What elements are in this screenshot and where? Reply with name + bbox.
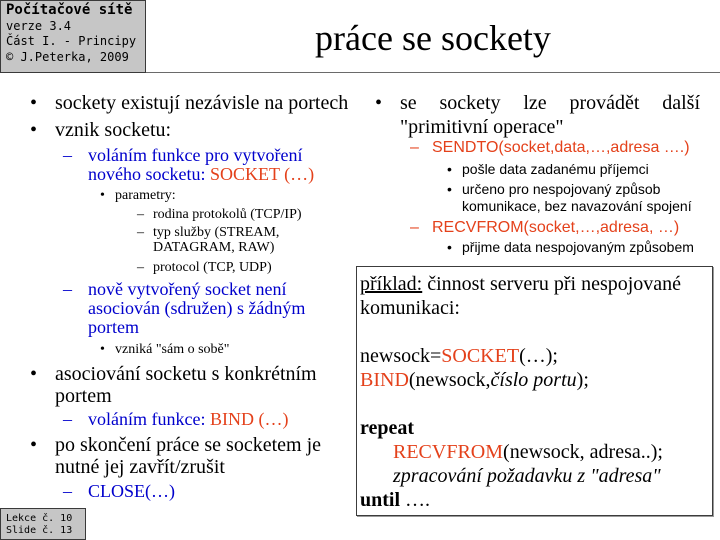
code-args: (…); — [519, 345, 558, 367]
slide-title: práce se sockety — [315, 18, 551, 58]
list-item-text: sockety existují nezávisle na portech — [55, 92, 349, 114]
course-name: Počítačové sítě — [6, 2, 133, 18]
code-args: (newsock, — [408, 369, 491, 391]
list-item-sendto — [410, 138, 690, 157]
code-line-recvfrom — [360, 440, 706, 464]
dash-icon — [410, 218, 419, 237]
list-item-service-type — [137, 225, 303, 255]
list-item-recvfrom-description — [447, 239, 694, 256]
list-item-text: asociování socketu s konkrétním portem — [55, 363, 317, 407]
bullet-icon — [447, 161, 452, 178]
course-author: © J.Peterka, 2009 — [6, 49, 129, 64]
course-part: Část I. - Principy — [6, 34, 137, 48]
example-heading-text: činnost serveru při nespojované komunikaci: — [360, 273, 682, 319]
list-item-socket-call — [63, 146, 336, 184]
list-item-close-call — [63, 482, 175, 501]
list-item-socket-creation — [30, 119, 171, 141]
list-item-text: určeno pro nespojovaný způsob komunikace, bez navazování spojení — [462, 181, 692, 214]
code-keyword: until — [360, 489, 401, 511]
code-args: (newsock, adresa..); — [503, 441, 663, 463]
list-item-protocol — [137, 260, 272, 275]
list-item-bind-call — [63, 410, 288, 429]
example-box — [356, 266, 713, 516]
code-line-until — [360, 488, 706, 512]
code-line-repeat — [360, 416, 706, 440]
function-signature: SENDTO(socket,data,…,adresa ….) — [432, 139, 690, 156]
list-item-text: pošle data zadanému příjemci — [462, 161, 649, 177]
code-variable: newsock= — [360, 345, 442, 367]
list-item-text: po skončení práce se socketem je nutné jej zavřít/zrušit — [55, 434, 322, 478]
list-item-text: parametry: — [115, 188, 176, 203]
bullet-icon — [100, 188, 105, 203]
blank-line — [360, 320, 706, 344]
list-item-text: voláním funkce pro vytvoření nového socketu: — [88, 145, 303, 184]
list-item-socket-association — [30, 363, 359, 407]
list-item-text: CLOSE(…) — [88, 481, 175, 501]
list-item-text: vznik socketu: — [55, 119, 172, 141]
code-line-socket — [360, 344, 706, 368]
list-item-text: se sockety lze provádět další "primitivní operace" — [400, 92, 700, 138]
list-item-text: rodina protokolů (TCP/IP) — [153, 207, 302, 222]
dash-icon — [137, 207, 144, 222]
dash-icon — [63, 410, 72, 429]
function-signature: RECVFROM(socket,…,adresa, …) — [432, 219, 680, 236]
dash-icon — [63, 280, 72, 299]
dash-icon — [410, 138, 419, 157]
code-ellipsis: …. — [405, 489, 431, 511]
code-function: BIND — [360, 369, 409, 391]
course-version: verze 3.4 — [6, 18, 72, 33]
bullet-icon — [447, 239, 452, 256]
example-heading — [360, 272, 706, 320]
list-item-parameters — [100, 188, 176, 203]
bullet-icon — [30, 363, 37, 385]
dash-icon — [137, 225, 144, 240]
code-args: ); — [576, 369, 589, 391]
bullet-icon — [375, 91, 382, 115]
list-item-text: protocol (TCP, UDP) — [153, 260, 272, 275]
bullet-icon — [447, 181, 452, 198]
list-item-text: vzniká "sám o sobě" — [115, 342, 230, 357]
function-name: BIND (…) — [209, 409, 289, 429]
list-item-text: typ služby (STREAM, DATAGRAM, RAW) — [153, 225, 280, 255]
code-line-bind — [360, 368, 706, 392]
list-item-primitive-operations — [375, 91, 700, 139]
slide-number: Slide č. 13 — [6, 525, 73, 536]
blank-line — [360, 392, 706, 416]
code-function: SOCKET — [441, 345, 520, 367]
list-item-new-socket — [63, 280, 336, 337]
list-item-standalone — [100, 342, 229, 357]
lesson-number: Lekce č. 10 — [6, 513, 73, 524]
slide-header — [0, 0, 720, 73]
dash-icon — [63, 482, 72, 501]
code-comment: zpracování požadavku z "adresa" — [393, 465, 661, 487]
list-item-text: voláním funkce: — [88, 409, 206, 429]
list-item-socket-closing — [30, 434, 359, 478]
code-port-argument: číslo portu — [490, 369, 577, 391]
example-label: příklad: — [360, 273, 423, 295]
bullet-icon — [100, 342, 105, 357]
list-item-sockets-independent — [30, 92, 359, 114]
code-line-processing — [360, 464, 706, 488]
dash-icon — [137, 260, 144, 275]
list-item-sendto-description — [447, 161, 649, 178]
list-item-recvfrom — [410, 218, 679, 237]
code-function: RECVFROM — [393, 441, 504, 463]
slide-footer-box — [0, 508, 86, 540]
list-item-protocol-family — [137, 207, 302, 222]
bullet-icon — [30, 434, 37, 456]
bullet-icon — [30, 119, 37, 141]
function-name: SOCKET (…) — [209, 164, 315, 184]
list-item-text: přijme data nespojovaným způsobem — [462, 239, 694, 255]
course-info-box — [0, 0, 146, 73]
code-keyword: repeat — [360, 417, 415, 439]
list-item-sendto-usage — [447, 181, 712, 215]
dash-icon — [63, 146, 72, 165]
bullet-icon — [30, 92, 37, 114]
list-item-text: nově vytvořený socket není asociován (sdružen) s žádným portem — [88, 279, 306, 337]
